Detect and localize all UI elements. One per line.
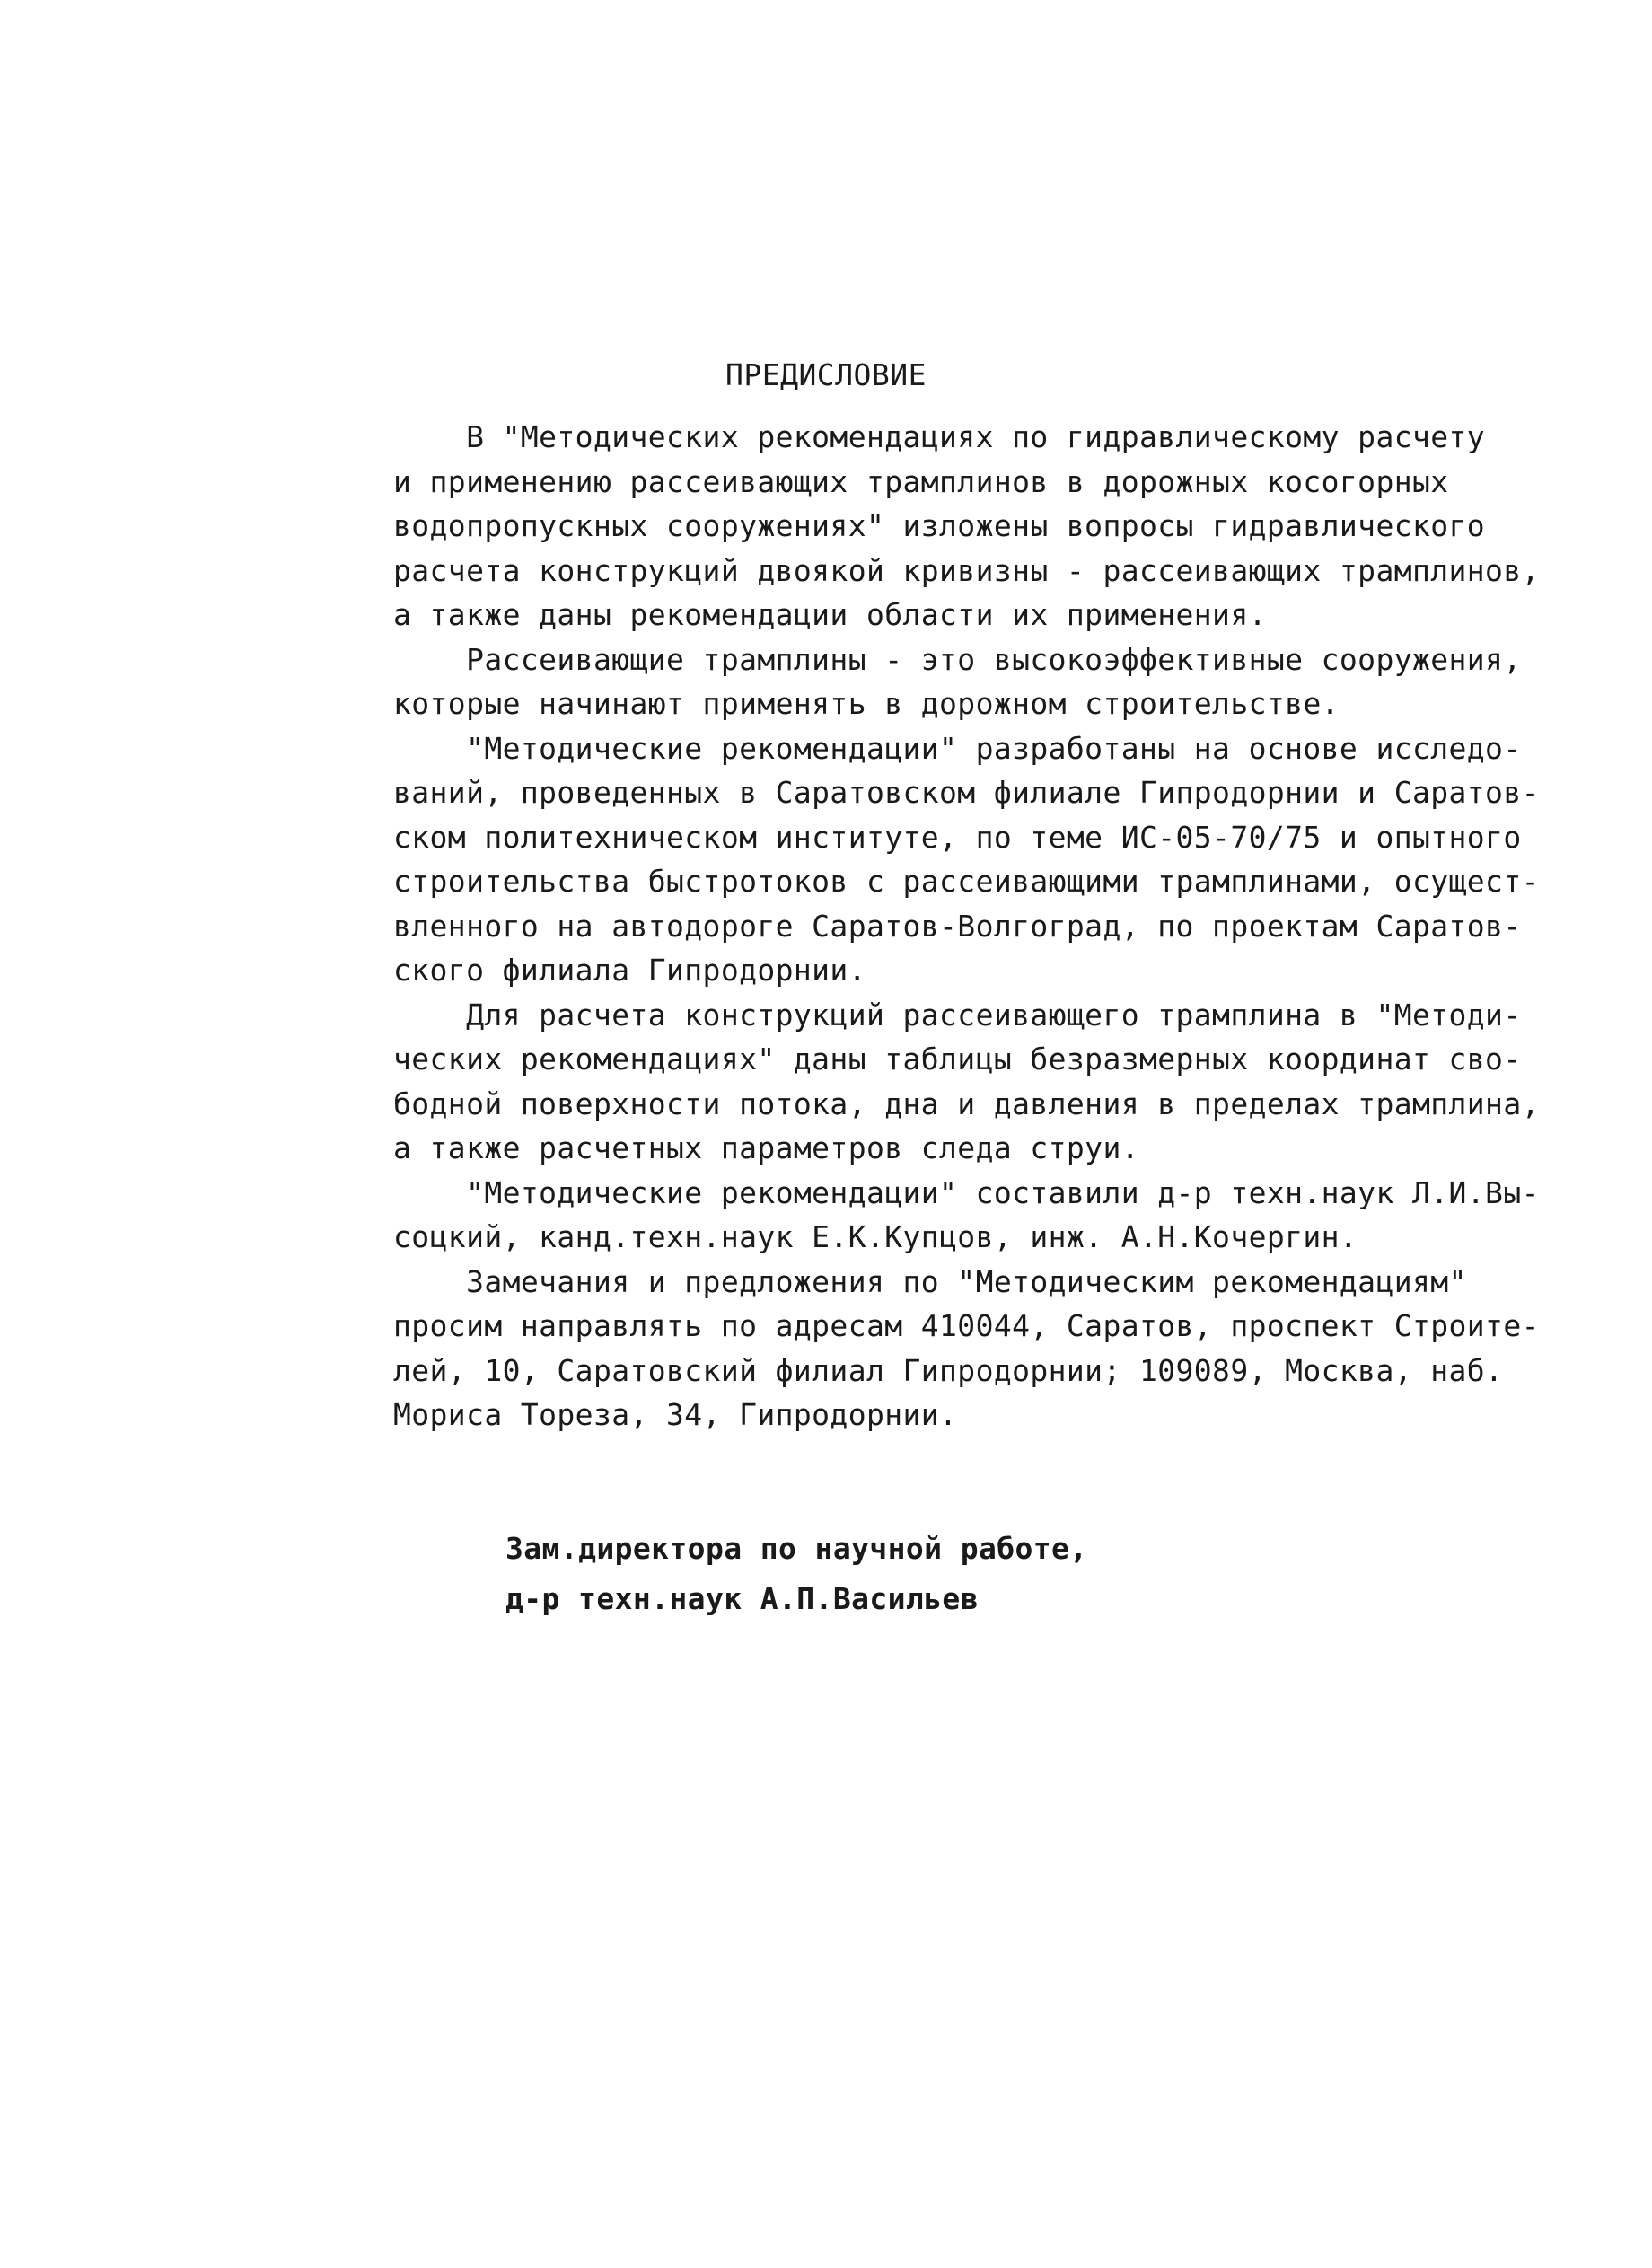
text-line: Для расчета конструкций рассеивающего трамплина в "Методи-: [393, 997, 1522, 1033]
text-line: ского филиала Гипродорнии.: [393, 953, 866, 988]
text-line: В "Методических рекомендациях по гидравлическому расчету: [393, 419, 1486, 454]
text-line: ском политехническом институте, по теме ИС-05-70/75 и опытного: [393, 819, 1522, 855]
text-line: Мориса Тореза, 34, Гипродорнии.: [393, 1397, 958, 1432]
signature-name: д-р техн.наук А.П.Васильев: [505, 1581, 979, 1616]
preface-body: [393, 415, 1560, 1437]
text-line: Рассеивающие трамплины - это высокоэффективные сооружения,: [393, 641, 1522, 677]
text-line: которые начинают применять в дорожном строительстве.: [393, 686, 1340, 721]
text-line: ваний, проведенных в Саратовском филиале Гипродорнии и Саратов-: [393, 775, 1540, 810]
text-line: просим направлять по адресам 410044, Саратов, проспект Строите-: [393, 1308, 1540, 1343]
text-line: ческих рекомендациях" даны таблицы безразмерных координат сво-: [393, 1042, 1522, 1077]
text-line: и применению рассеивающих трамплинов в дорожных косогорных: [393, 463, 1449, 499]
text-line: вленного на автодороге Саратов-Волгоград, по проектам Саратов-: [393, 908, 1522, 944]
text-line: соцкий, канд.техн.наук Е.К.Купцов, инж. А.Н.Кочергин.: [393, 1219, 1358, 1254]
text-line: "Методические рекомендации" составили д-р техн.наук Л.И.Вы-: [393, 1174, 1540, 1210]
text-line: бодной поверхности потока, дна и давления в пределах трамплина,: [393, 1086, 1540, 1121]
text-line: а также даны рекомендации области их применения.: [393, 597, 1267, 632]
text-line: Замечания и предложения по "Методическим рекомендациям": [393, 1263, 1467, 1299]
signature-position: Зам.директора по научной работе,: [505, 1531, 1088, 1566]
signature-block: [505, 1524, 1314, 1624]
text-line: водопропускных сооружениях" изложены вопросы гидравлического: [393, 508, 1486, 543]
text-line: лей, 10, Саратовский филиал Гипродорнии; 109089, Москва, наб.: [393, 1352, 1504, 1388]
text-line: а также расчетных параметров следа струи.: [393, 1130, 1139, 1165]
text-line: строительства быстротоков с рассеивающими трамплинами, осущест-: [393, 864, 1540, 899]
page-heading: ПРЕДИСЛОВИЕ: [725, 357, 927, 392]
text-line: расчета конструкций двоякой кривизны - рассеивающих трамплинов,: [393, 552, 1540, 588]
text-line: "Методические рекомендации" разработаны на основе исследо-: [393, 730, 1522, 766]
